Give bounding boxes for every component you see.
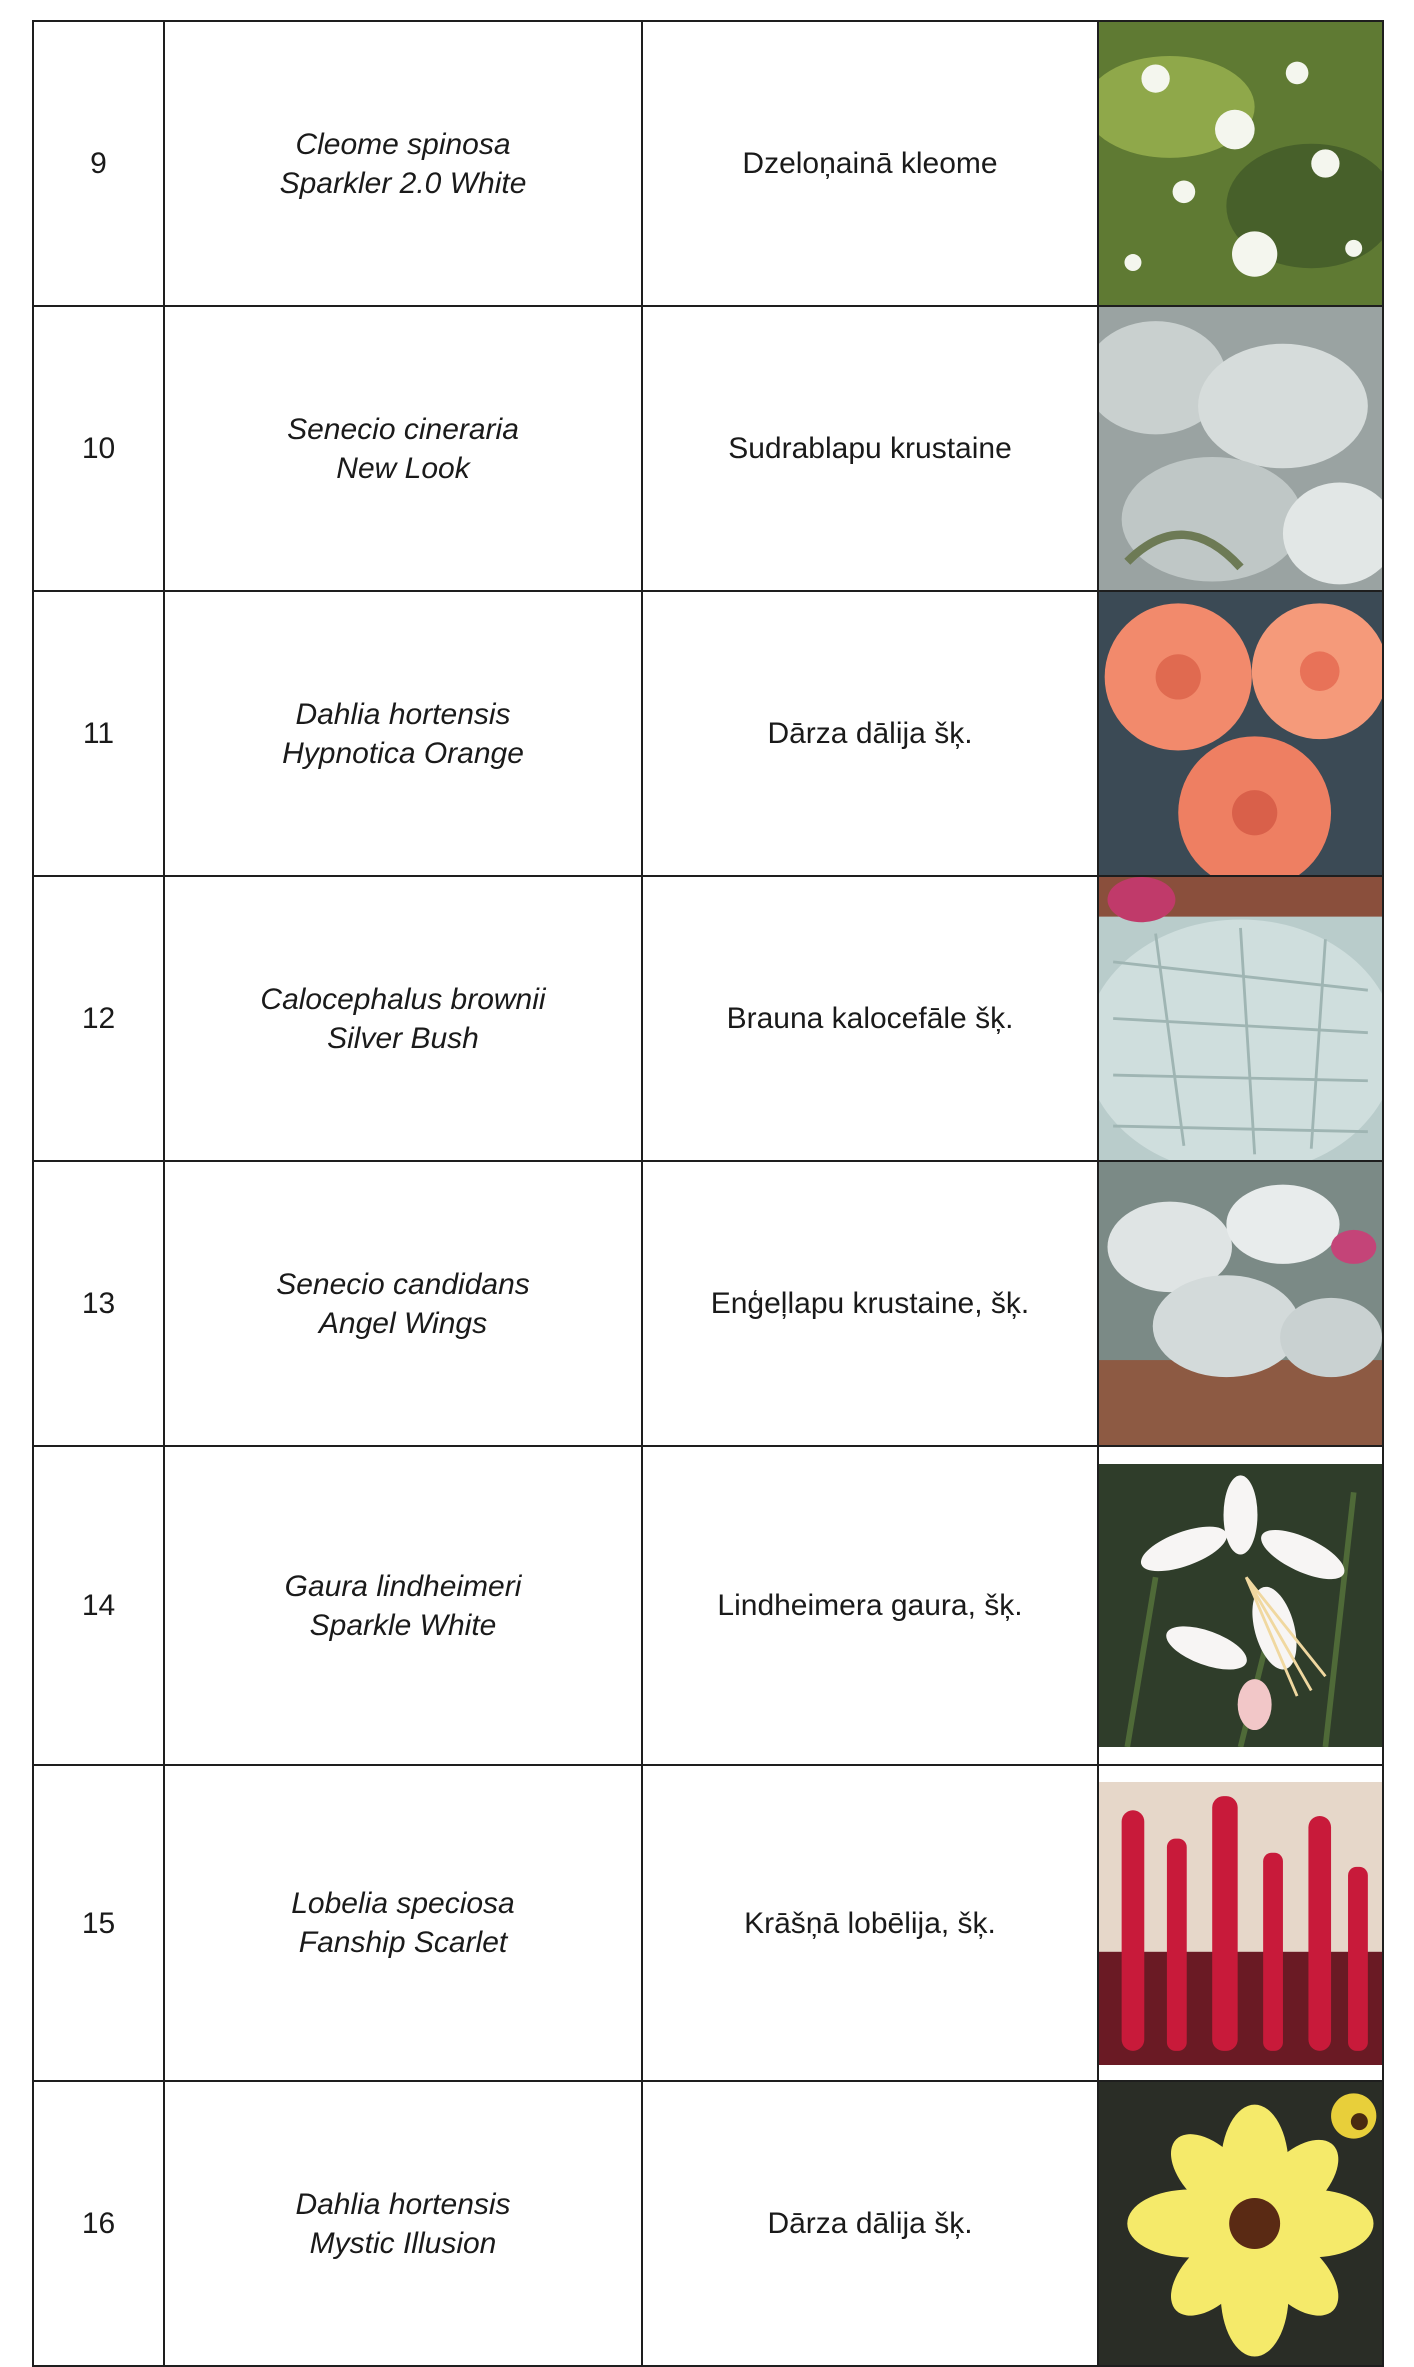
latin-name-cell bbox=[164, 1446, 642, 1765]
latvian-name: Dārza dālija šķ. bbox=[642, 2081, 1098, 2366]
table-row bbox=[33, 1446, 1383, 1765]
cultivar-name: Mystic Illusion bbox=[309, 2226, 497, 2260]
species-name: Senecio cineraria bbox=[287, 412, 519, 446]
latin-name-cell bbox=[164, 1161, 642, 1446]
table-row bbox=[33, 21, 1383, 306]
plant-table bbox=[32, 20, 1384, 2367]
table-row bbox=[33, 306, 1383, 591]
cultivar-name: Angel Wings bbox=[318, 1306, 488, 1340]
calocephalus-photo bbox=[1099, 877, 1382, 1160]
gaura-photo bbox=[1099, 1464, 1382, 1747]
species-name: Dahlia hortensis bbox=[295, 697, 511, 731]
dahlia-yellow-photo bbox=[1099, 2082, 1382, 2365]
species-name: Gaura lindheimeri bbox=[284, 1569, 522, 1603]
cleome-photo bbox=[1099, 22, 1382, 305]
latvian-name: Dārza dālija šķ. bbox=[642, 591, 1098, 876]
latin-name-cell bbox=[164, 591, 642, 876]
table-row bbox=[33, 1161, 1383, 1446]
cultivar-name: New Look bbox=[336, 451, 470, 485]
latin-name-cell bbox=[164, 2081, 642, 2366]
latin-name-cell bbox=[164, 306, 642, 591]
row-number: 14 bbox=[33, 1446, 164, 1765]
latvian-name: Dzeloņainā kleome bbox=[642, 21, 1098, 306]
species-name: Senecio candidans bbox=[276, 1267, 530, 1301]
species-name: Dahlia hortensis bbox=[295, 2187, 511, 2221]
lobelia-photo bbox=[1099, 1782, 1382, 2065]
latvian-name: Krāšņā lobēlija, šķ. bbox=[642, 1765, 1098, 2081]
cultivar-name: Silver Bush bbox=[327, 1021, 479, 1055]
senecio-cineraria-photo bbox=[1099, 307, 1382, 590]
cultivar-name: Sparkle White bbox=[309, 1608, 497, 1642]
table-row bbox=[33, 2081, 1383, 2366]
row-number: 15 bbox=[33, 1765, 164, 2081]
latin-name-cell bbox=[164, 21, 642, 306]
row-number: 12 bbox=[33, 876, 164, 1161]
row-number: 10 bbox=[33, 306, 164, 591]
latin-name-cell bbox=[164, 1765, 642, 2081]
table-row bbox=[33, 1765, 1383, 2081]
table-row bbox=[33, 876, 1383, 1161]
cultivar-name: Hypnotica Orange bbox=[282, 736, 524, 770]
cultivar-name: Fanship Scarlet bbox=[298, 1926, 508, 1959]
latvian-name: Enģeļlapu krustaine, šķ. bbox=[642, 1161, 1098, 1446]
latvian-name: Sudrablapu krustaine bbox=[642, 306, 1098, 591]
row-number: 13 bbox=[33, 1161, 164, 1446]
row-number: 9 bbox=[33, 21, 164, 306]
species-name: Calocephalus brownii bbox=[260, 982, 546, 1016]
latin-name-cell bbox=[164, 876, 642, 1161]
table-row bbox=[33, 591, 1383, 876]
dahlia-orange-photo bbox=[1099, 592, 1382, 875]
row-number: 16 bbox=[33, 2081, 164, 2366]
species-name: Cleome spinosa bbox=[295, 127, 511, 161]
latvian-name: Brauna kalocefāle šķ. bbox=[642, 876, 1098, 1161]
cultivar-name: Sparkler 2.0 White bbox=[279, 166, 527, 200]
senecio-candidans-photo bbox=[1099, 1162, 1382, 1445]
latvian-name: Lindheimera gaura, šķ. bbox=[642, 1446, 1098, 1765]
species-name: Lobelia speciosa bbox=[291, 1887, 515, 1920]
row-number: 11 bbox=[33, 591, 164, 876]
